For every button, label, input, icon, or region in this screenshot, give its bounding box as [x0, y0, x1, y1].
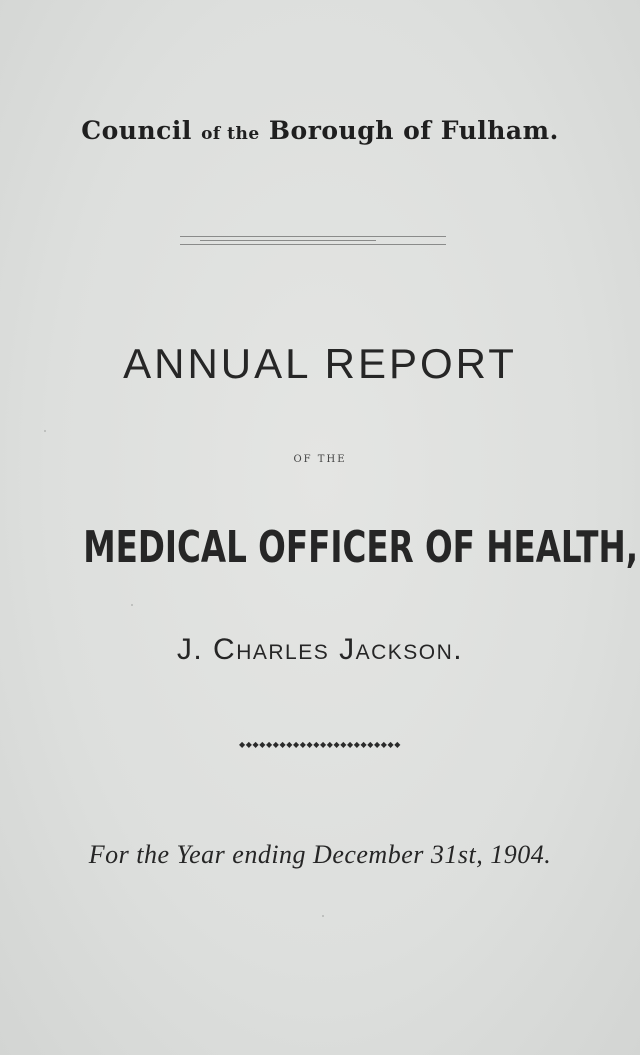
- officer-title: MEDICAL OFFICER OF HEALTH,: [83, 522, 639, 573]
- paper-speck: [44, 430, 46, 432]
- council-word: Council: [81, 116, 192, 145]
- ornament-divider: ◆◆◆◆◆◆◆◆◆◆◆◆◆◆◆◆◆◆◆◆◆◆◆◆: [238, 740, 402, 749]
- council-of: of: [403, 116, 432, 145]
- council-of-the: of the: [201, 124, 260, 144]
- fulham-word: Fulham.: [440, 116, 559, 145]
- decorative-rule: [180, 234, 446, 246]
- paper-speck: [131, 604, 133, 606]
- council-heading: [0, 116, 640, 145]
- of-the-label: OF THE: [293, 454, 347, 465]
- borough-word: Borough: [268, 116, 394, 145]
- report-title: ANNUAL REPORT: [123, 340, 517, 387]
- paper-speck: [322, 915, 324, 917]
- report-period: For the Year ending December 31st, 1904.: [88, 840, 552, 869]
- author-name: J. Charles Jackson.: [176, 633, 464, 666]
